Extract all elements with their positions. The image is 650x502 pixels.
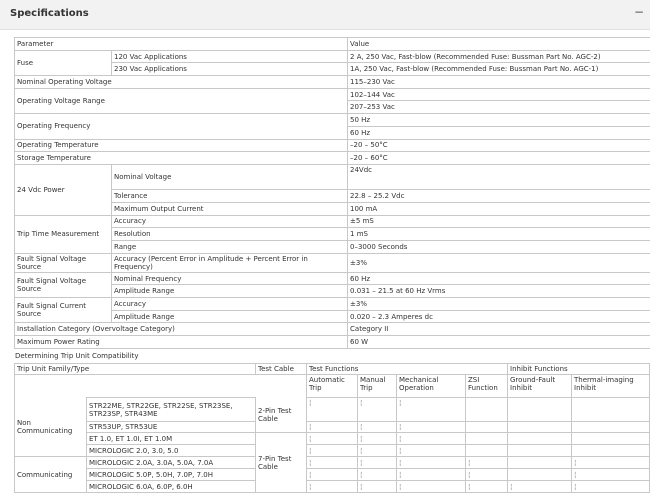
param-value: 100 mA — [348, 202, 650, 215]
header-cable: Test Cable — [256, 364, 307, 375]
mark-icon: ¦ — [397, 469, 466, 481]
header-ground-fault-inhibit: Ground-Fault Inhibit — [508, 375, 572, 398]
table-row — [15, 272, 650, 285]
param-label: Maximum Power Rating — [15, 336, 348, 349]
mark-icon: ¦ — [307, 422, 358, 433]
param-label: Fuse — [15, 50, 112, 75]
param-value: 0.031 – 21.5 at 60 Hz Vrms — [348, 285, 650, 298]
compatibility-table — [14, 363, 650, 493]
table-row — [15, 38, 650, 51]
param-value: 24Vdc — [348, 164, 650, 189]
mark-icon: ¦ — [307, 481, 358, 493]
mark-icon: ¦ — [307, 398, 358, 422]
mark-icon: ¦ — [358, 481, 397, 493]
param-value: –20 – 50°C — [348, 139, 650, 152]
mark-icon: ¦ — [307, 445, 358, 457]
param-label: Storage Temperature — [15, 152, 348, 165]
mark-icon: ¦ — [358, 457, 397, 469]
mark-icon: ¦ — [307, 469, 358, 481]
param-label: Fault Signal Voltage Source — [15, 253, 112, 272]
sub-param: 120 Vac Applications — [112, 50, 348, 63]
param-label: Nominal Operating Voltage — [15, 76, 348, 89]
table-row — [15, 469, 650, 481]
header-thermal-imaging-inhibit: Thermal-imaging Inhibit — [572, 375, 650, 398]
mark-icon: ¦ — [397, 481, 466, 493]
param-label: 24 Vdc Power — [15, 164, 112, 215]
table-row — [15, 298, 650, 311]
trip-unit-type: STR22ME, STR22GE, STR22SE, STR23SE, STR23SP, STR43ME — [87, 398, 256, 422]
param-value: –20 – 60°C — [348, 152, 650, 165]
mark-icon: ¦ — [307, 433, 358, 445]
header-value: Value — [348, 38, 650, 51]
collapse-icon[interactable]: − — [633, 5, 645, 19]
sub-param: Accuracy — [112, 298, 348, 311]
sub-param: Resolution — [112, 228, 348, 241]
test-cable: 2-Pin Test Cable — [256, 398, 307, 433]
param-value: 1A, 250 Vac, Fast-blow (Recommended Fuse: Bussman Part No. AGC-1) — [348, 63, 650, 76]
param-value: 1 mS — [348, 228, 650, 241]
param-value: 22.8 – 25.2 Vdc — [348, 190, 650, 203]
sub-param: Maximum Output Current — [112, 202, 348, 215]
sub-param: Accuracy (Percent Error in Amplitude + Percent Error in Frequency) — [112, 253, 348, 272]
table-row — [15, 481, 650, 493]
mark-icon: ¦ — [466, 469, 508, 481]
sub-param: Accuracy — [112, 215, 348, 228]
trip-unit-type: MICROLOGIC 2.0A, 3.0A, 5.0A, 7.0A — [87, 457, 256, 469]
compatibility-title: Determining Trip Unit Compatibility — [15, 352, 139, 360]
sub-param: Nominal Voltage — [112, 164, 348, 189]
param-value: ±3% — [348, 298, 650, 311]
group-communicating: Communicating — [15, 457, 87, 493]
param-label: Installation Category (Overvoltage Category) — [15, 323, 348, 336]
table-row — [15, 76, 650, 89]
mark-icon: ¦ — [397, 445, 466, 457]
trip-unit-type: MICROLOGIC 6.0A, 6.0P, 6.0H — [87, 481, 256, 493]
table-row — [15, 457, 650, 469]
sub-param: 230 Vac Applications — [112, 63, 348, 76]
mark-icon: ¦ — [397, 457, 466, 469]
mark-icon: ¦ — [572, 481, 650, 493]
param-label: Trip Time Measurement — [15, 215, 112, 253]
table-row — [15, 433, 650, 445]
mark-icon: ¦ — [572, 469, 650, 481]
table-row — [15, 88, 650, 101]
table-row — [15, 445, 650, 457]
sub-param: Amplitude Range — [112, 310, 348, 323]
param-value: Category II — [348, 323, 650, 336]
sub-param: Amplitude Range — [112, 285, 348, 298]
mark-icon: ¦ — [307, 457, 358, 469]
table-row — [15, 164, 650, 189]
table-row — [15, 215, 650, 228]
table-row — [15, 152, 650, 165]
param-label: Operating Voltage Range — [15, 88, 348, 113]
table-row — [15, 398, 650, 422]
param-value: 60 W — [348, 336, 650, 349]
table-row — [15, 375, 650, 398]
header-automatic-trip: Automatic Trip — [307, 375, 358, 398]
mark-icon: ¦ — [358, 422, 397, 433]
param-value: 115–230 Vac — [348, 76, 650, 89]
trip-unit-type: MICROLOGIC 2.0, 3.0, 5.0 — [87, 445, 256, 457]
param-value: 2 A, 250 Vac, Fast-blow (Recommended Fuse: Bussman Part No. AGC-2) — [348, 50, 650, 63]
sub-param: Tolerance — [112, 190, 348, 203]
specifications-table — [14, 37, 650, 349]
trip-unit-type: ET 1.0, ET 1.0I, ET 1.0M — [87, 433, 256, 445]
header-zsi-function: ZSI Function — [466, 375, 508, 398]
param-label: Operating Frequency — [15, 114, 348, 139]
header-mechanical-operation: Mechanical Operation — [397, 375, 466, 398]
table-row — [15, 323, 650, 336]
table-row — [15, 139, 650, 152]
trip-unit-type: MICROLOGIC 5.0P, 5.0H, 7.0P, 7.0H — [87, 469, 256, 481]
section-header[interactable] — [0, 0, 650, 30]
header-test-functions: Test Functions — [307, 364, 508, 375]
table-row — [15, 336, 650, 349]
trip-unit-type: STR53UP, STR53UE — [87, 422, 256, 433]
section-title: Specifications — [10, 8, 89, 19]
test-cable: 7-Pin Test Cable — [256, 433, 307, 493]
mark-icon: ¦ — [397, 433, 466, 445]
table-row — [15, 253, 650, 272]
param-label: Fault Signal Voltage Source — [15, 272, 112, 297]
mark-icon: ¦ — [508, 481, 572, 493]
mark-icon: ¦ — [572, 457, 650, 469]
header-family: Trip Unit Family/Type — [15, 364, 256, 375]
param-value: ±5 mS — [348, 215, 650, 228]
table-row — [15, 422, 650, 433]
mark-icon: ¦ — [358, 433, 397, 445]
mark-icon: ¦ — [358, 469, 397, 481]
mark-icon: ¦ — [358, 445, 397, 457]
param-value: 60 Hz — [348, 272, 650, 285]
table-row — [15, 50, 650, 63]
sub-param: Nominal Frequency — [112, 272, 348, 285]
header-manual-trip: Manual Trip — [358, 375, 397, 398]
param-label: Operating Temperature — [15, 139, 348, 152]
param-value: 60 Hz — [348, 126, 650, 139]
header-parameter: Parameter — [15, 38, 348, 51]
mark-icon: ¦ — [397, 422, 466, 433]
param-label: Fault Signal Current Source — [15, 298, 112, 323]
header-inhibit-functions: Inhibit Functions — [508, 364, 650, 375]
mark-icon: ¦ — [466, 481, 508, 493]
table-row — [15, 364, 650, 375]
mark-icon: ¦ — [358, 398, 397, 422]
sub-param: Range — [112, 241, 348, 254]
mark-icon: ¦ — [397, 398, 466, 422]
param-value: 0.020 – 2.3 Amperes dc — [348, 310, 650, 323]
group-non-communicating: Non Communicating — [15, 398, 87, 457]
param-value: 207–253 Vac — [348, 101, 650, 114]
param-value: 0–3000 Seconds — [348, 241, 650, 254]
mark-icon: ¦ — [466, 457, 508, 469]
param-value: ±3% — [348, 253, 650, 272]
table-row — [15, 114, 650, 127]
param-value: 50 Hz — [348, 114, 650, 127]
param-value: 102–144 Vac — [348, 88, 650, 101]
